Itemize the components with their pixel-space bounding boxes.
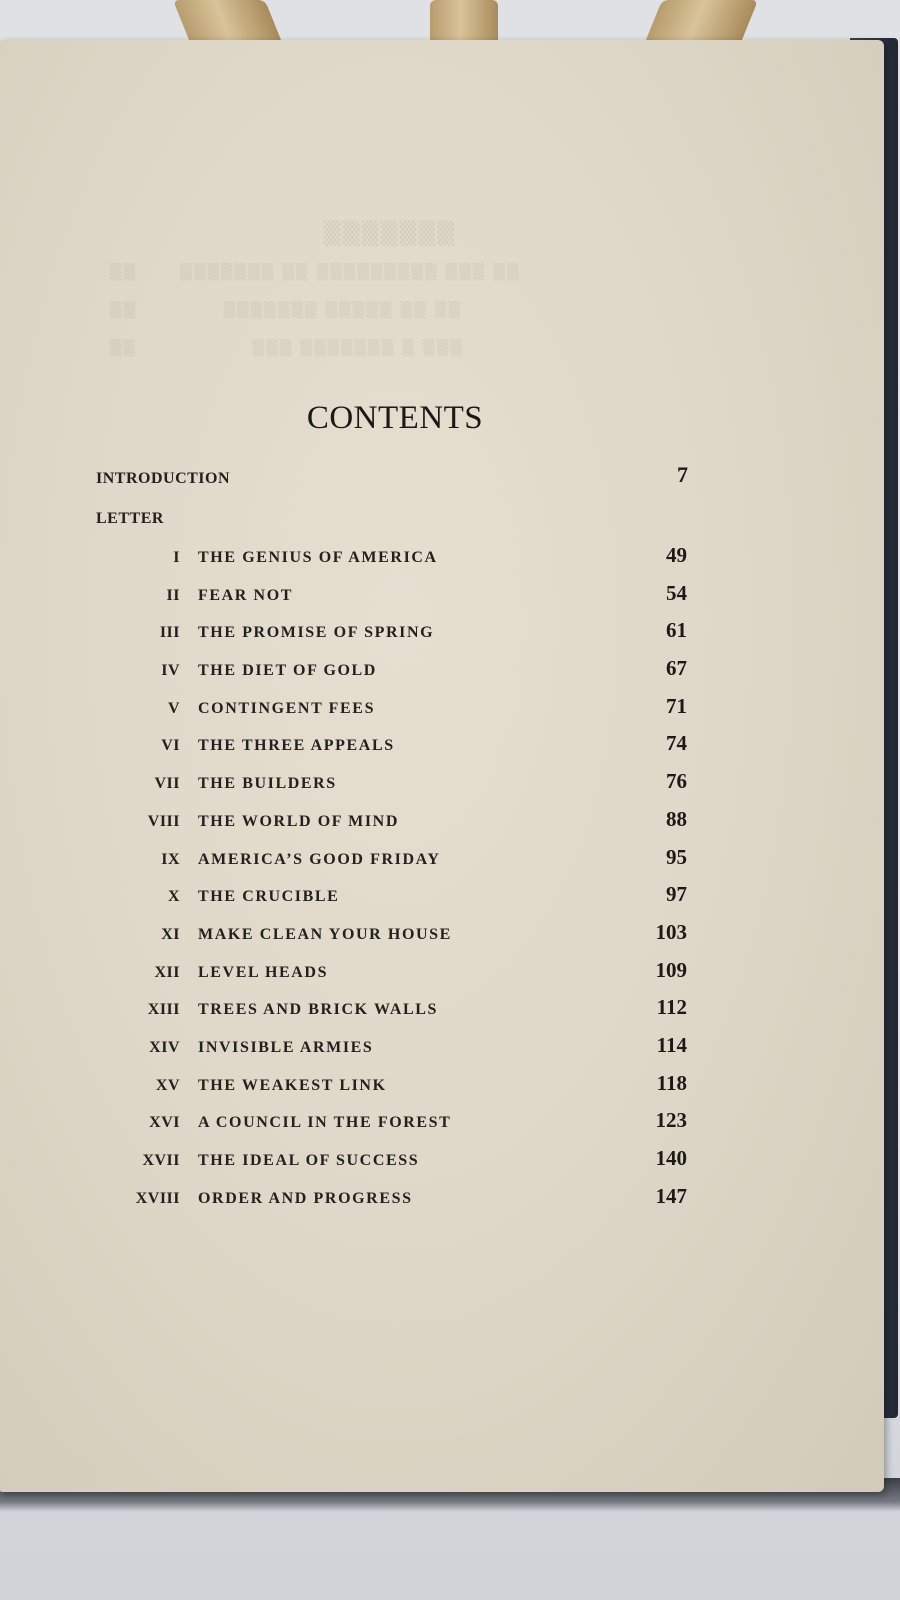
letter-title: ORDER AND PROGRESS: [198, 1189, 413, 1207]
letter-numeral: IV: [161, 662, 180, 680]
toc-row: [0, 727, 884, 765]
letter-title: TREES AND BRICK WALLS: [198, 1001, 439, 1019]
letter-numeral: VIII: [147, 812, 180, 830]
letter-title: THE WORLD OF MIND: [198, 812, 399, 830]
letter-numeral: X: [167, 888, 180, 906]
letter-numeral: VII: [154, 775, 180, 793]
introduction-label: INTRODUCTION: [96, 470, 231, 487]
letter-title: THE PROMISE OF SPRING: [198, 624, 435, 642]
letter-title: THE THREE APPEALS: [198, 737, 395, 755]
page-number: 95: [666, 844, 687, 869]
page-number: 109: [655, 957, 687, 982]
introduction-page-number: 7: [677, 462, 688, 487]
page-number: 61: [666, 618, 687, 643]
letter-numeral: XI: [161, 925, 180, 943]
page-number: 118: [656, 1070, 687, 1095]
page-number: 123: [655, 1108, 687, 1133]
letter-title: THE GENIUS OF AMERICA: [198, 549, 438, 566]
page-number: 71: [666, 693, 687, 718]
letter-title: A COUNCIL IN THE FOREST: [198, 1114, 452, 1132]
letter-numeral: I: [173, 549, 180, 566]
toc-row: [0, 614, 884, 652]
letter-numeral: II: [166, 586, 180, 604]
letter-title: THE WEAKEST LINK: [198, 1076, 387, 1094]
toc-row: [0, 841, 884, 879]
bleed-through-text: ▒▒▒▒▒▒▒ ▒▒ ▒▒▒▒▒▒▒ ▒▒ ▒▒▒▒▒▒▒▒▒ ▒▒▒ ▒▒ ▒▒ ▒▒▒▒▒▒▒ ▒▒▒▒▒ ▒▒ ▒▒ ▒▒ ▒▒▒ ▒▒▒▒▒▒▒ ▒ ▒▒▒: [110, 221, 521, 357]
letter-numeral: V: [167, 699, 180, 717]
toc-row: [0, 1142, 884, 1180]
letter-numeral: VI: [161, 737, 180, 755]
page-number: 54: [666, 580, 687, 605]
toc-row: [0, 765, 884, 803]
toc-row: [0, 539, 884, 577]
page-number: 114: [656, 1032, 687, 1057]
page-number: 147: [655, 1183, 687, 1208]
toc-row: [0, 652, 884, 690]
page-number: 76: [666, 769, 687, 794]
toc-row: [0, 878, 884, 916]
letter-numeral: III: [159, 624, 180, 642]
letter-title: LEVEL HEADS: [198, 963, 329, 981]
toc-row: [0, 803, 884, 841]
toc-row: [0, 1104, 884, 1142]
letters-list: [0, 539, 884, 1217]
page-number: 74: [666, 731, 687, 756]
toc-row: [0, 1067, 884, 1105]
letter-numeral: XV: [155, 1076, 180, 1094]
letter-title: THE IDEAL OF SUCCESS: [198, 1152, 420, 1169]
letter-title: MAKE CLEAN YOUR HOUSE: [198, 925, 452, 943]
toc-row: [0, 991, 884, 1029]
letter-numeral: XIV: [149, 1038, 180, 1056]
toc-row: [0, 690, 884, 728]
letter-title: FEAR NOT: [198, 586, 294, 604]
page-number: 103: [655, 919, 687, 944]
letter-numeral: XVI: [149, 1114, 180, 1132]
letter-title: AMERICA’S GOOD FRIDAY: [198, 850, 441, 868]
page-number: 49: [666, 543, 687, 567]
page-number: 97: [666, 882, 687, 907]
letter-title: THE BUILDERS: [198, 775, 337, 793]
letter-title: INVISIBLE ARMIES: [198, 1038, 374, 1056]
letter-title: CONTINGENT FEES: [198, 699, 376, 717]
letter-title: THE DIET OF GOLD: [198, 662, 377, 680]
toc-row: [0, 1180, 884, 1218]
toc-row: [0, 916, 884, 954]
letter-heading: LETTER: [96, 510, 164, 527]
toc-row: [0, 954, 884, 992]
page-number: 67: [666, 656, 687, 681]
toc-row: [0, 577, 884, 615]
letter-numeral: IX: [161, 850, 180, 868]
page-number: 88: [666, 806, 687, 831]
letter-numeral: XII: [154, 963, 180, 981]
letter-numeral: XVII: [142, 1152, 180, 1169]
page-number: 140: [655, 1146, 687, 1170]
contents-title: CONTENTS: [306, 400, 484, 436]
letter-numeral: XIII: [147, 1001, 180, 1019]
letter-title: THE CRUCIBLE: [198, 888, 340, 906]
page-number: 112: [656, 995, 687, 1020]
letter-numeral: XVIII: [135, 1189, 180, 1207]
toc-row: [0, 1029, 884, 1067]
